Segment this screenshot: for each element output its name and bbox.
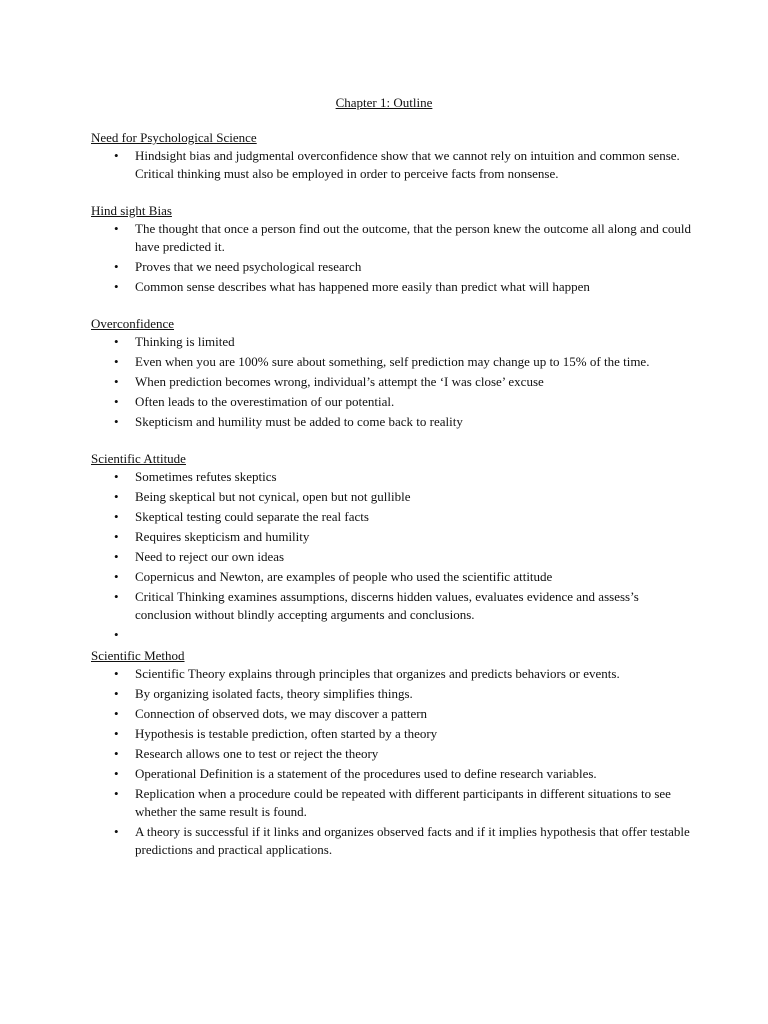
bullet-item: • Requires skepticism and humility — [91, 528, 691, 546]
bullet-item: • Hindsight bias and judgmental overconfidence show that we cannot rely on intuition and common sense. Critical thinking must also be employed in order to perceive facts from nonsense. — [91, 147, 691, 183]
bullet-item: • Sometimes refutes skeptics — [91, 468, 691, 486]
bullet-list — [91, 333, 691, 431]
bullet-item: • Operational Definition is a statement of the procedures used to define research variables. — [91, 765, 691, 783]
bullet-item: • Proves that we need psychological research — [91, 258, 691, 276]
bullet-list — [91, 147, 691, 183]
section-need-for-psychological-science — [91, 128, 691, 183]
bullet-item: • Hypothesis is testable prediction, often started by a theory — [91, 725, 691, 743]
section-hindsight-bias — [91, 201, 691, 296]
bullet-item: • A theory is successful if it links and organizes observed facts and if it implies hypothesis that offer testable predictions and practical applications. — [91, 823, 691, 859]
outline-content — [91, 128, 691, 877]
bullet-item: • The thought that once a person find out the outcome, that the person knew the outcome all along and could have predicted it. — [91, 220, 691, 256]
section-scientific-attitude — [91, 449, 691, 644]
bullet-item: • Research allows one to test or reject the theory — [91, 745, 691, 763]
bullet-item: • Connection of observed dots, we may discover a pattern — [91, 705, 691, 723]
bullet-item: • Copernicus and Newton, are examples of people who used the scientific attitude — [91, 568, 691, 586]
bullet-item: • Common sense describes what has happened more easily than predict what will happen — [91, 278, 691, 296]
bullet-item: • When prediction becomes wrong, individual’s attempt the ‘I was close’ excuse — [91, 373, 691, 391]
bullet-item: • Thinking is limited — [91, 333, 691, 351]
section-heading: Overconfidence — [91, 316, 175, 331]
section-heading: Hind sight Bias — [91, 203, 172, 218]
bullet-list — [91, 468, 691, 644]
document-title: Chapter 1: Outline — [335, 95, 433, 110]
bullet-item: • Need to reject our own ideas — [91, 548, 691, 566]
empty-bullet-item — [91, 626, 691, 644]
section-overconfidence — [91, 314, 691, 431]
bullet-item: • Skepticism and humility must be added to come back to reality — [91, 413, 691, 431]
bullet-item: • Being skeptical but not cynical, open but not gullible — [91, 488, 691, 506]
section-heading: Scientific Method — [91, 648, 185, 663]
bullet-item: • Skeptical testing could separate the real facts — [91, 508, 691, 526]
bullet-item: • By organizing isolated facts, theory simplifies things. — [91, 685, 691, 703]
section-heading: Need for Psychological Science — [91, 130, 257, 145]
bullet-item: • Often leads to the overestimation of our potential. — [91, 393, 691, 411]
bullet-item: • Critical Thinking examines assumptions, discerns hidden values, evaluates evidence and assess’s conclusion without blindly accepting arguments and conclusions. — [91, 588, 691, 624]
bullet-list — [91, 220, 691, 296]
bullet-item: • Scientific Theory explains through principles that organizes and predicts behaviors or events. — [91, 665, 691, 683]
section-scientific-method — [91, 646, 691, 859]
bullet-item: • Replication when a procedure could be repeated with different participants in different situations to see whether the same result is found. — [91, 785, 691, 821]
bullet-list — [91, 665, 691, 859]
bullet-item: • Even when you are 100% sure about something, self prediction may change up to 15% of the time. — [91, 353, 691, 371]
section-heading: Scientific Attitude — [91, 451, 186, 466]
